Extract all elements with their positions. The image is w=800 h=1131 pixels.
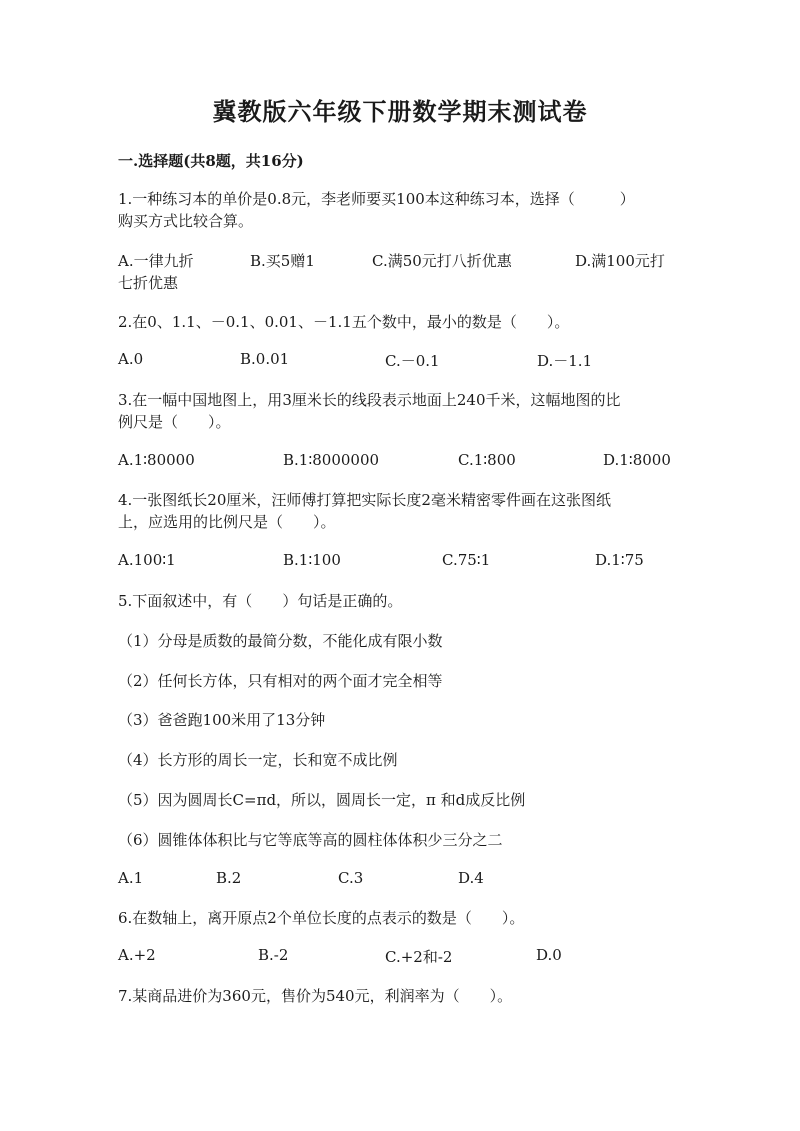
question-3-option-c[interactable]: C.1∶800 bbox=[458, 451, 516, 469]
question-4-option-a[interactable]: A.100∶1 bbox=[118, 551, 176, 569]
question-6-option-b[interactable]: B.-2 bbox=[258, 946, 289, 964]
statement-1: （1）分母是质数的最简分数，不能化成有限小数 bbox=[118, 632, 443, 650]
question-5-option-d[interactable]: D.4 bbox=[458, 869, 484, 887]
question-5-option-c[interactable]: C.3 bbox=[338, 869, 364, 887]
question-1-line-1: 1.一种练习本的单价是0.8元，李老师要买100本这种练习本，选择（ ） bbox=[118, 190, 635, 208]
statement-6: （6）圆锥体体积比与它等底等高的圆柱体体积少三分之二 bbox=[118, 831, 503, 849]
question-4-line-1: 4.一张图纸长20厘米，汪师傅打算把实际长度2毫米精密零件画在这张图纸 bbox=[118, 491, 611, 509]
question-1-option-c[interactable]: C.满50元打八折优惠 bbox=[372, 252, 512, 270]
statement-3: （3）爸爸跑100米用了13分钟 bbox=[118, 711, 326, 729]
question-6-option-d[interactable]: D.0 bbox=[536, 946, 562, 964]
question-2-line-1: 2.在0、1.1、－0.1、0.01、－1.1五个数中，最小的数是（ ）。 bbox=[118, 313, 570, 331]
question-2-option-c[interactable]: C.－0.1 bbox=[385, 352, 440, 370]
question-3-line-1: 3.在一幅中国地图上，用3厘米长的线段表示地面上240千米，这幅地图的比 bbox=[118, 391, 621, 409]
question-1-option-b[interactable]: B.买5赠1 bbox=[250, 252, 315, 270]
question-1-option-d-continued: 七折优惠 bbox=[118, 274, 179, 292]
question-3-option-d[interactable]: D.1∶8000 bbox=[603, 451, 671, 469]
question-6-line-1: 6.在数轴上，离开原点2个单位长度的点表示的数是（ ）。 bbox=[118, 909, 525, 927]
question-4-option-b[interactable]: B.1∶100 bbox=[283, 551, 341, 569]
question-3-option-b[interactable]: B.1∶8000000 bbox=[283, 451, 380, 469]
statement-2: （2）任何长方体，只有相对的两个面才完全相等 bbox=[118, 672, 443, 690]
question-4-line-2: 上，应选用的比例尺是（ ）。 bbox=[118, 513, 336, 531]
question-6-option-c[interactable]: C.+2和-2 bbox=[385, 948, 453, 966]
question-6-option-a[interactable]: A.+2 bbox=[118, 946, 156, 964]
question-4-option-d[interactable]: D.1∶75 bbox=[595, 551, 644, 569]
question-2-option-a[interactable]: A.0 bbox=[118, 350, 144, 368]
statement-4: （4）长方形的周长一定，长和宽不成比例 bbox=[118, 751, 398, 769]
question-5-option-b[interactable]: B.2 bbox=[216, 869, 242, 887]
question-3-option-a[interactable]: A.1∶80000 bbox=[118, 451, 195, 469]
question-4-option-c[interactable]: C.75∶1 bbox=[442, 551, 491, 569]
section-heading: 一.选择题(共8题，共16分) bbox=[118, 152, 304, 170]
question-1-option-d[interactable]: D.满100元打 bbox=[575, 252, 665, 270]
question-1-option-a[interactable]: A.一律九折 bbox=[118, 252, 194, 270]
question-2-option-b[interactable]: B.0.01 bbox=[240, 350, 290, 368]
question-3-line-2: 例尺是（ ）。 bbox=[118, 413, 231, 431]
statement-5: （5）因为圆周长C=πd，所以，圆周长一定，π 和d成反比例 bbox=[118, 791, 526, 809]
question-7-line-1: 7.某商品进价为360元，售价为540元，利润率为（ ）。 bbox=[118, 987, 513, 1005]
question-5-line-1: 5.下面叙述中，有（ ）句话是正确的。 bbox=[118, 592, 403, 610]
page-title: 冀教版六年级下册数学期末测试卷 bbox=[212, 97, 588, 126]
question-5-option-a[interactable]: A.1 bbox=[118, 869, 144, 887]
question-1-line-2: 购买方式比较合算。 bbox=[118, 212, 254, 230]
question-2-option-d[interactable]: D.－1.1 bbox=[537, 352, 593, 370]
